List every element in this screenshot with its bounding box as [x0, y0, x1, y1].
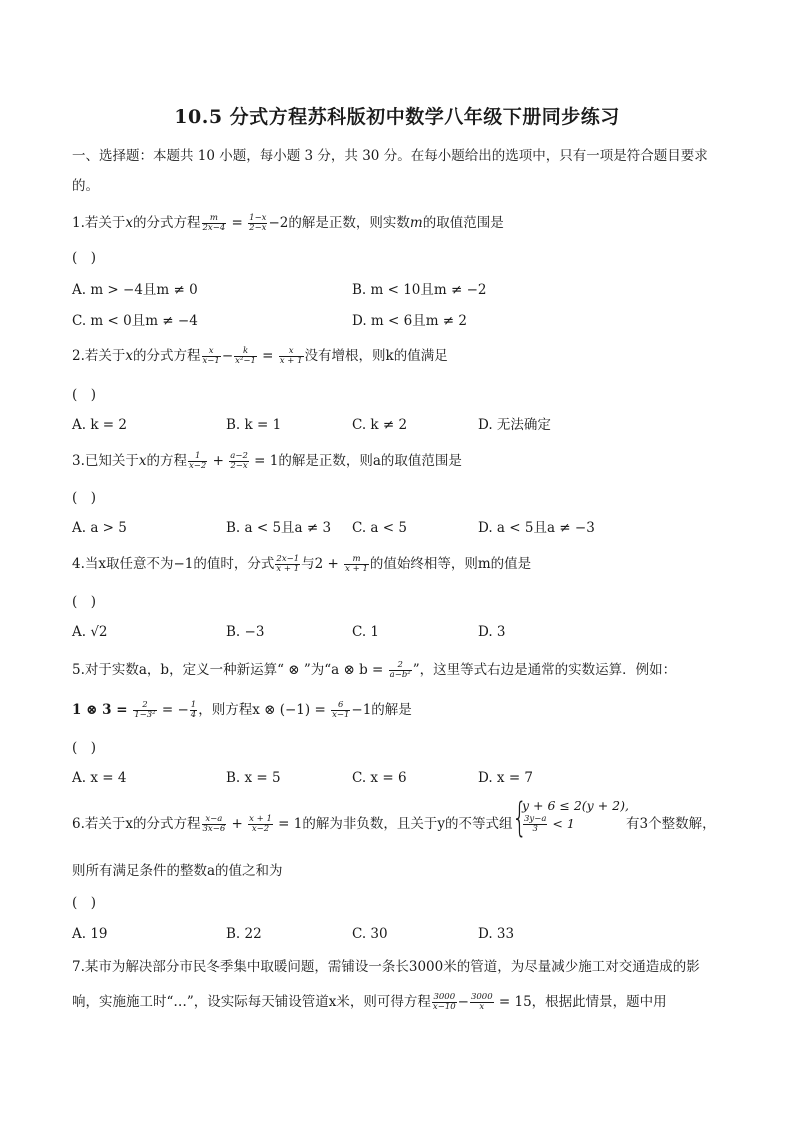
q4-option-a: A. √2	[72, 624, 108, 640]
q4-option-d: D. 3	[478, 624, 506, 640]
fraction: $\frac{1}{4}$	[190, 700, 197, 720]
q5-option-d: D. x = 7	[478, 770, 534, 786]
q1-option-a: A. m > −4且m ≠ 0	[72, 282, 198, 298]
question-5-stem-line2: 1 ⊗ 3 = $\frac{2}{\text{1−3²}}$ = − $\frac{1}{4}$ ，则方程x ⊗ (−1) = $\frac{6}{x-1}$ −1的解是	[72, 700, 412, 720]
q1-option-c: C. m < 0且m ≠ −4	[72, 313, 198, 329]
fraction: $\frac{m}{x + 1}$	[345, 554, 368, 574]
inequality-system	[512, 795, 629, 841]
q3-option-d: D. a < 5且a ≠ −3	[478, 520, 595, 536]
question-6-paren: ( )	[72, 895, 97, 911]
fraction: $\frac{2}{\text{1−3²}}$	[134, 700, 156, 720]
q2-option-d: D. 无法确定	[478, 417, 551, 433]
fraction: $\frac{x + 1}{x-2}$	[249, 814, 272, 834]
fraction: $\frac{3000}{x-10}$	[432, 992, 456, 1012]
q2-option-b: B. k = 1	[226, 417, 282, 433]
fraction: $\frac{3000}{x}$	[470, 992, 493, 1012]
question-3-paren: ( )	[72, 490, 97, 506]
question-7-stem-line2: 响，实施施工时“…”，设实际每天铺设管道x米，则可得方程 $\frac{3000}{x-10}$ − $\frac{3000}{x}$ = 15，根据此情景，题中用	[72, 992, 667, 1012]
question-5-paren: ( )	[72, 740, 97, 756]
fraction: $\frac{3y-a}{3}$	[524, 814, 547, 834]
fraction: $\frac{x}{x + 1}$	[279, 346, 303, 366]
fraction: $\frac{2}{\text{a−b²}}$	[389, 660, 411, 680]
q5-option-b: B. x = 5	[226, 770, 281, 786]
question-5-stem-line1: 5.对于实数a，b，定义一种新运算“ ⊗ ”为“a ⊗ b = $\frac{2}{\text{a−b²}}$ ”，这里等式右边是通常的实数运算．例如：	[72, 660, 677, 680]
q6-option-d: D. 33	[478, 926, 515, 942]
question-3-stem: 3.已知关于x的方程 $\frac{1}{x-2}$ + $\frac{a-2}{2-x}$ = 1的解是正数，则a的取值范围是	[72, 451, 462, 471]
fraction: $\frac{a-2}{2-x}$	[230, 451, 248, 471]
fraction: $\frac{1}{x-2}$	[189, 451, 207, 471]
q5-option-a: A. x = 4	[72, 770, 127, 786]
question-1-stem: 1.若关于x的分式方程 $\frac{m}{2x-4}$ = $\frac{1-x}{2-x}$ −2的解是正数，则实数m的取值范围是	[72, 213, 504, 233]
question-2-paren: ( )	[72, 387, 97, 403]
brace-symbol: {	[512, 795, 528, 841]
q5-option-c: C. x = 6	[352, 770, 407, 786]
question-2-stem: 2.若关于x的分式方程 $\frac{x}{x-1}$ − $\frac{k}{\text{x²−1}}$ = $\frac{x}{x + 1}$ 没有增根，则k的值满足	[72, 346, 448, 366]
fraction: $\frac{6}{x-1}$	[332, 700, 350, 720]
question-4-stem: 4.当x取任意不为−1的值时，分式 $\frac{2x-1}{x + 1}$ 与2 + $\frac{m}{x + 1}$ 的值始终相等，则m的值是	[72, 554, 532, 574]
section-heading-cont: 的。	[72, 178, 99, 194]
q4-option-c: C. 1	[352, 624, 380, 640]
inequality-1: y + 6 ≤ 2(y + 2),	[522, 798, 629, 813]
question-4-paren: ( )	[72, 594, 97, 610]
q4-option-b: B. −3	[226, 624, 265, 640]
question-1-paren: ( )	[72, 250, 97, 266]
question-6-stem: 6.若关于x的分式方程 $\frac{x-a}{3x-6}$ + $\frac{x + 1}{x-2}$ = 1的解为非负数，且关于y的不等式组	[72, 814, 513, 834]
question-7-stem-line1: 7.某市为解决部分市民冬季集中取暖问题，需铺设一条长3000米的管道，为尽量减少施工对交通造成的影	[72, 959, 700, 975]
question-6-stem-tail: 有3个整数解，	[626, 816, 716, 832]
q6-option-a: A. 19	[72, 926, 108, 942]
q1-option-d: D. m < 6且m ≠ 2	[352, 313, 467, 329]
page-title: 10.5 分式方程苏科版初中数学八年级下册同步练习	[174, 106, 620, 128]
fraction: $\frac{1-x}{2-x}$	[249, 213, 267, 233]
fraction: $\frac{m}{2x-4}$	[202, 213, 226, 233]
fraction: $\frac{2x-1}{x + 1}$	[276, 554, 300, 574]
q6-option-c: C. 30	[352, 926, 388, 942]
fraction: $\frac{k}{\text{x²−1}}$	[235, 346, 256, 366]
q1-option-b: B. m < 10且m ≠ −2	[352, 282, 487, 298]
q6-option-b: B. 22	[226, 926, 262, 942]
inequality-2: $\frac{3y-a}{3}$ < 1	[524, 814, 575, 834]
q3-option-b: B. a < 5且a ≠ 3	[226, 520, 332, 536]
q3-option-a: A. a > 5	[72, 520, 127, 536]
q3-option-c: C. a < 5	[352, 520, 407, 536]
fraction: $\frac{x-a}{3x-6}$	[202, 814, 226, 834]
section-heading: 一、选择题：本题共 10 小题，每小题 3 分，共 30 分。在每小题给出的选项中，只有一项是符合题目要求	[72, 148, 708, 164]
question-6-stem-line2: 则所有满足条件的整数a的值之和为	[72, 863, 283, 879]
q2-option-c: C. k ≠ 2	[352, 417, 408, 433]
q2-option-a: A. k = 2	[72, 417, 127, 433]
fraction: $\frac{x}{x-1}$	[202, 346, 220, 366]
